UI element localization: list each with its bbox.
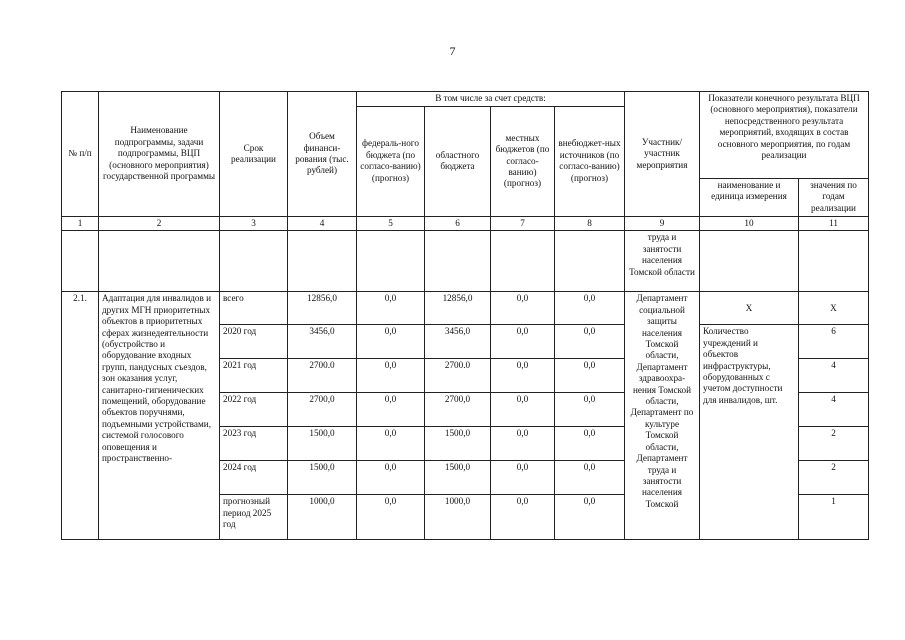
column-index: 11 — [799, 217, 869, 231]
indicator-name: Количество учреждений и объектов инфраструктуры, оборудованных с учетом доступности для инвалидов, шт. — [700, 325, 799, 540]
local-cell: 0,0 — [491, 325, 555, 359]
total-cell: 2700,0 — [288, 393, 357, 427]
total-cell: 1500,0 — [288, 427, 357, 461]
table-row — [62, 292, 869, 325]
period-cell: 2022 год — [220, 393, 288, 427]
period-cell: прогнозный период 2025 год — [220, 495, 288, 540]
extra-cell: 0,0 — [555, 461, 625, 495]
period-cell: всего — [220, 292, 288, 325]
local-cell: 0,0 — [491, 495, 555, 540]
federal-cell: 0,0 — [357, 461, 425, 495]
local-cell: 0,0 — [491, 461, 555, 495]
regional-cell: 1000,0 — [425, 495, 491, 540]
column-index: 9 — [625, 217, 700, 231]
header-indicators-group: Показатели конечного результата ВЦП (основного мероприятия), показатели непосредственного результата мероприятий, входящих в состав основного мероприятия, по годам реализации — [708, 93, 860, 161]
local-cell: 0,0 — [491, 292, 555, 325]
column-index-row — [62, 217, 869, 231]
header-number: № п/п — [62, 92, 99, 217]
column-index: 8 — [555, 217, 625, 231]
federal-cell: 0,0 — [357, 393, 425, 427]
header-period: Срок реализации — [220, 92, 288, 217]
extra-cell: 0,0 — [555, 292, 625, 325]
federal-cell: 0,0 — [357, 292, 425, 325]
header-indicator-name: наименование и единица измерения — [700, 179, 799, 216]
header-federal: федераль-ного бюджета (по согласо-ванию) (прогноз) — [357, 106, 425, 216]
column-index: 4 — [288, 217, 357, 231]
header-indicators — [700, 92, 869, 217]
regional-cell: 3456,0 — [425, 325, 491, 359]
header-participant: Участник/ участник мероприятия — [625, 92, 700, 217]
page-number: 7 — [449, 44, 456, 58]
header-indicator-value: значения по годам реализации — [810, 180, 857, 213]
program-table — [61, 91, 869, 540]
period-cell: 2021 год — [220, 359, 288, 393]
total-cell: 12856,0 — [288, 292, 357, 325]
continuation-participant: труда и занятости населения Томской области — [625, 231, 700, 292]
indicator-value-cell: 6 — [799, 325, 869, 359]
extra-cell: 0,0 — [555, 325, 625, 359]
local-cell: 0,0 — [491, 427, 555, 461]
regional-cell: 12856,0 — [425, 292, 491, 325]
federal-cell: 0,0 — [357, 359, 425, 393]
federal-cell: 0,0 — [357, 325, 425, 359]
regional-cell: 2700.0 — [425, 359, 491, 393]
indicator-value-cell: 2 — [799, 427, 869, 461]
extra-cell: 0,0 — [555, 393, 625, 427]
column-index: 7 — [491, 217, 555, 231]
regional-cell: 1500,0 — [425, 427, 491, 461]
period-cell: 2020 год — [220, 325, 288, 359]
period-cell: 2024 год — [220, 461, 288, 495]
header-name: Наименование подпрограммы, задачи подпрограммы, ВЦП (основного мероприятия) государственной программы — [99, 92, 220, 217]
indicator-value-cell: 4 — [799, 359, 869, 393]
federal-cell: 0,0 — [357, 427, 425, 461]
total-cell: 1000,0 — [288, 495, 357, 540]
header-regional: областного бюджета — [425, 106, 491, 216]
header-extra: внебюджет-ных источников (по согласо-ванию) (прогноз) — [555, 106, 625, 216]
total-cell: 2700.0 — [288, 359, 357, 393]
item-participant: Департамент социальной защиты населения Томской области, Департамент здравоохра-нения Томской области, Департамент по культуре Томской области, Департамент труда и занятости населения Томской — [625, 292, 700, 540]
federal-cell: 0,0 — [357, 495, 425, 540]
local-cell: 0,0 — [491, 359, 555, 393]
column-index: 10 — [700, 217, 799, 231]
total-cell: 3456,0 — [288, 325, 357, 359]
column-index: 2 — [99, 217, 220, 231]
regional-cell: 1500,0 — [425, 461, 491, 495]
indicator-value-cell: 4 — [799, 393, 869, 427]
extra-cell: 0,0 — [555, 495, 625, 540]
local-cell: 0,0 — [491, 393, 555, 427]
column-index: 1 — [62, 217, 99, 231]
item-number: 2.1. — [62, 292, 99, 540]
indicator-value-cell: 2 — [799, 461, 869, 495]
extra-cell: 0,0 — [555, 359, 625, 393]
header-sources-group: В том числе за счет средств: — [357, 92, 625, 107]
item-name: Адаптация для инвалидов и других МГН приоритетных объектов в приоритетных сферах жизнедеятельности (обустройство и оборудование входных групп, пандусных съездов, зон оказания услуг, санитарно-гигиенических помещений, оборудование объектов поручнями, подъемными устройствами, системой голосового оповещения и пространственно- — [99, 292, 220, 540]
continuation-row — [62, 231, 869, 292]
header-volume: Объем финанси-рования (тыс. рублей) — [288, 92, 357, 217]
column-index: 5 — [357, 217, 425, 231]
header-local: местных бюджетов (по согласо-ванию) (прогноз) — [491, 106, 555, 216]
indicator-name-total: X — [700, 292, 799, 325]
column-index: 6 — [425, 217, 491, 231]
column-index: 3 — [220, 217, 288, 231]
regional-cell: 2700,0 — [425, 393, 491, 427]
period-cell: 2023 год — [220, 427, 288, 461]
total-cell: 1500,0 — [288, 461, 357, 495]
indicator-value-cell: X — [799, 292, 869, 325]
indicator-value-cell: 1 — [799, 495, 869, 540]
extra-cell: 0,0 — [555, 427, 625, 461]
